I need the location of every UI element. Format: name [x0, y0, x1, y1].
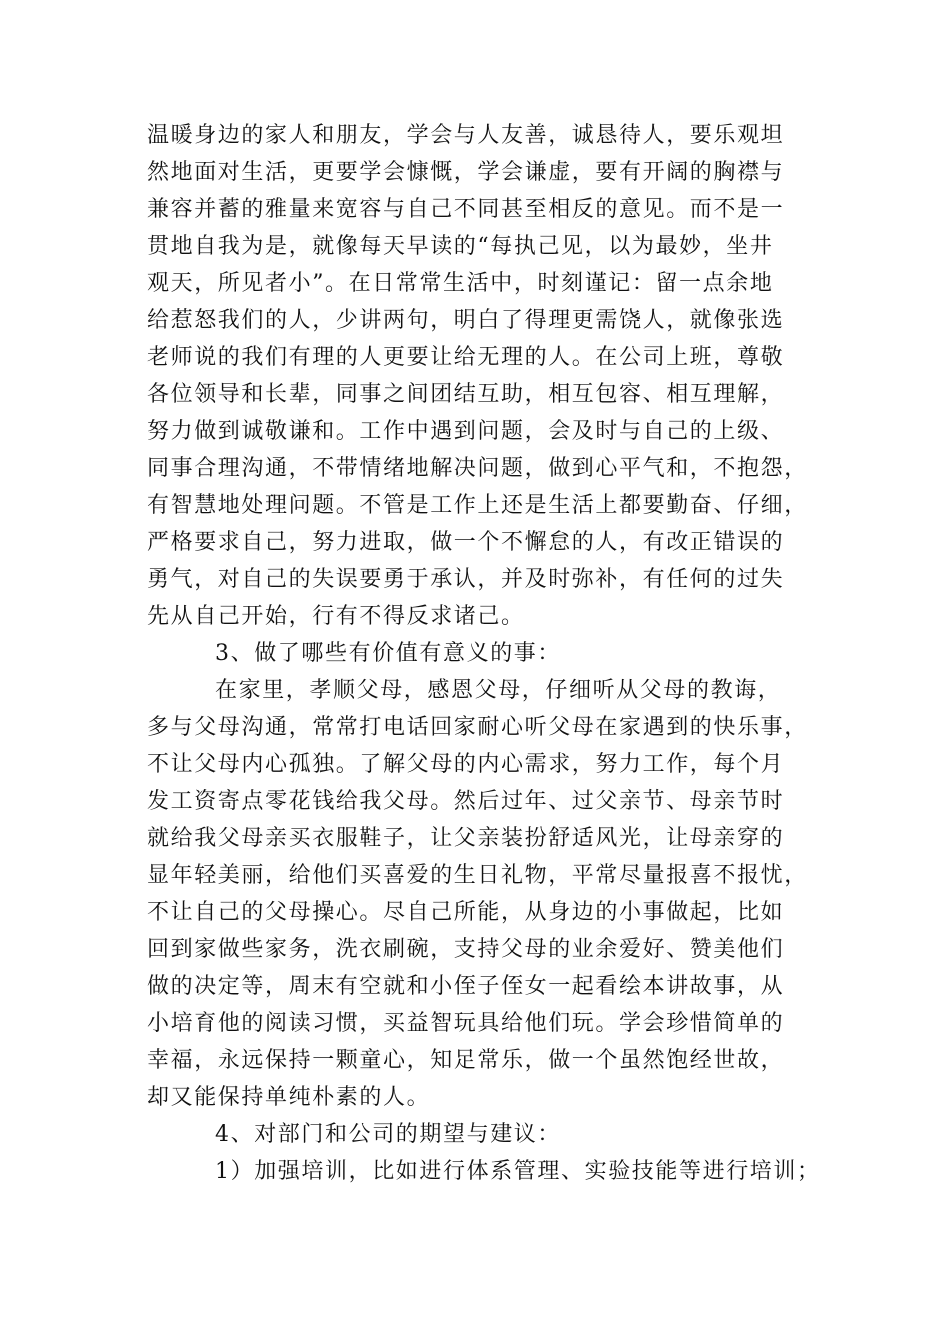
text-line: 然地面对生活，更要学会慷慨，学会谦虚，要有开阔的胸襟与 — [147, 160, 785, 185]
document-body — [147, 117, 823, 1190]
text-line: 就给我父母亲买衣服鞋子，让父亲装扮舒适风光，让母亲穿的 — [147, 826, 785, 851]
text-line: 先从自己开始，行有不得反求诸己。 — [147, 604, 525, 629]
text-line: 多与父母沟通，常常打电话回家耐心听父母在家遇到的快乐事， — [147, 715, 808, 740]
text-line: 勇气，对自己的失误要勇于承认，并及时弥补，有任何的过失 — [147, 567, 785, 592]
text-line: 严格要求自己，努力进取，做一个不懈怠的人，有改正错误的 — [147, 530, 785, 555]
text-line: 却又能保持单纯朴素的人。 — [147, 1085, 431, 1110]
section-heading: 3、做了哪些有价值有意义的事： — [215, 641, 561, 666]
text-line: 不让父母内心孤独。了解父母的内心需求，努力工作，每个月 — [147, 752, 785, 777]
text-line: 有智慧地处理问题。不管是工作上还是生活上都要勤奋、仔细， — [147, 493, 808, 518]
text-line: 幸福，永远保持一颗童心，知足常乐，做一个虽然饱经世故， — [147, 1048, 785, 1073]
text-line: 在家里，孝顺父母，感恩父母，仔细听从父母的教诲， — [215, 678, 782, 703]
text-line: 回到家做些家务，洗衣刷碗，支持父母的业余爱好、赞美他们 — [147, 937, 785, 962]
text-line: 努力做到诚敬谦和。工作中遇到问题，会及时与自己的上级、 — [147, 419, 785, 444]
text-line: 兼容并蓄的雅量来宽容与自己不同甚至相反的意见。而不是一 — [147, 197, 785, 222]
text-line: 给惹怒我们的人，少讲两句，明白了得理更需饶人，就像张选 — [147, 308, 785, 333]
text-line: 贯地自我为是，就像每天早读的“每执己见，以为最妙，坐井 — [147, 234, 774, 259]
section-heading: 4、对部门和公司的期望与建议： — [215, 1122, 561, 1147]
text-line: 不让自己的父母操心。尽自己所能，从身边的小事做起，比如 — [147, 900, 785, 925]
text-line: 各位领导和长辈，同事之间团结互助，相互包容、相互理解， — [147, 382, 785, 407]
text-line: 观天，所见者小”。在日常常生活中，时刻谨记：留一点余地 — [147, 271, 774, 296]
text-line: 显年轻美丽，给他们买喜爱的生日礼物，平常尽量报喜不报忧， — [147, 863, 808, 888]
text-line: 同事合理沟通，不带情绪地解决问题，做到心平气和，不抱怨， — [147, 456, 808, 481]
text-line: 发工资寄点零花钱给我父母。然后过年、过父亲节、母亲节时 — [147, 789, 785, 814]
text-line: 老师说的我们有理的人更要让给无理的人。在公司上班，尊敬 — [147, 345, 785, 370]
list-item: 1）加强培训，比如进行体系管理、实验技能等进行培训； — [215, 1159, 821, 1184]
text-line: 小培育他的阅读习惯，买益智玩具给他们玩。学会珍惜简单的 — [147, 1011, 785, 1036]
text-line: 做的决定等，周末有空就和小侄子侄女一起看绘本讲故事，从 — [147, 974, 785, 999]
text-line: 温暖身边的家人和朋友，学会与人友善，诚恳待人，要乐观坦 — [147, 123, 785, 148]
